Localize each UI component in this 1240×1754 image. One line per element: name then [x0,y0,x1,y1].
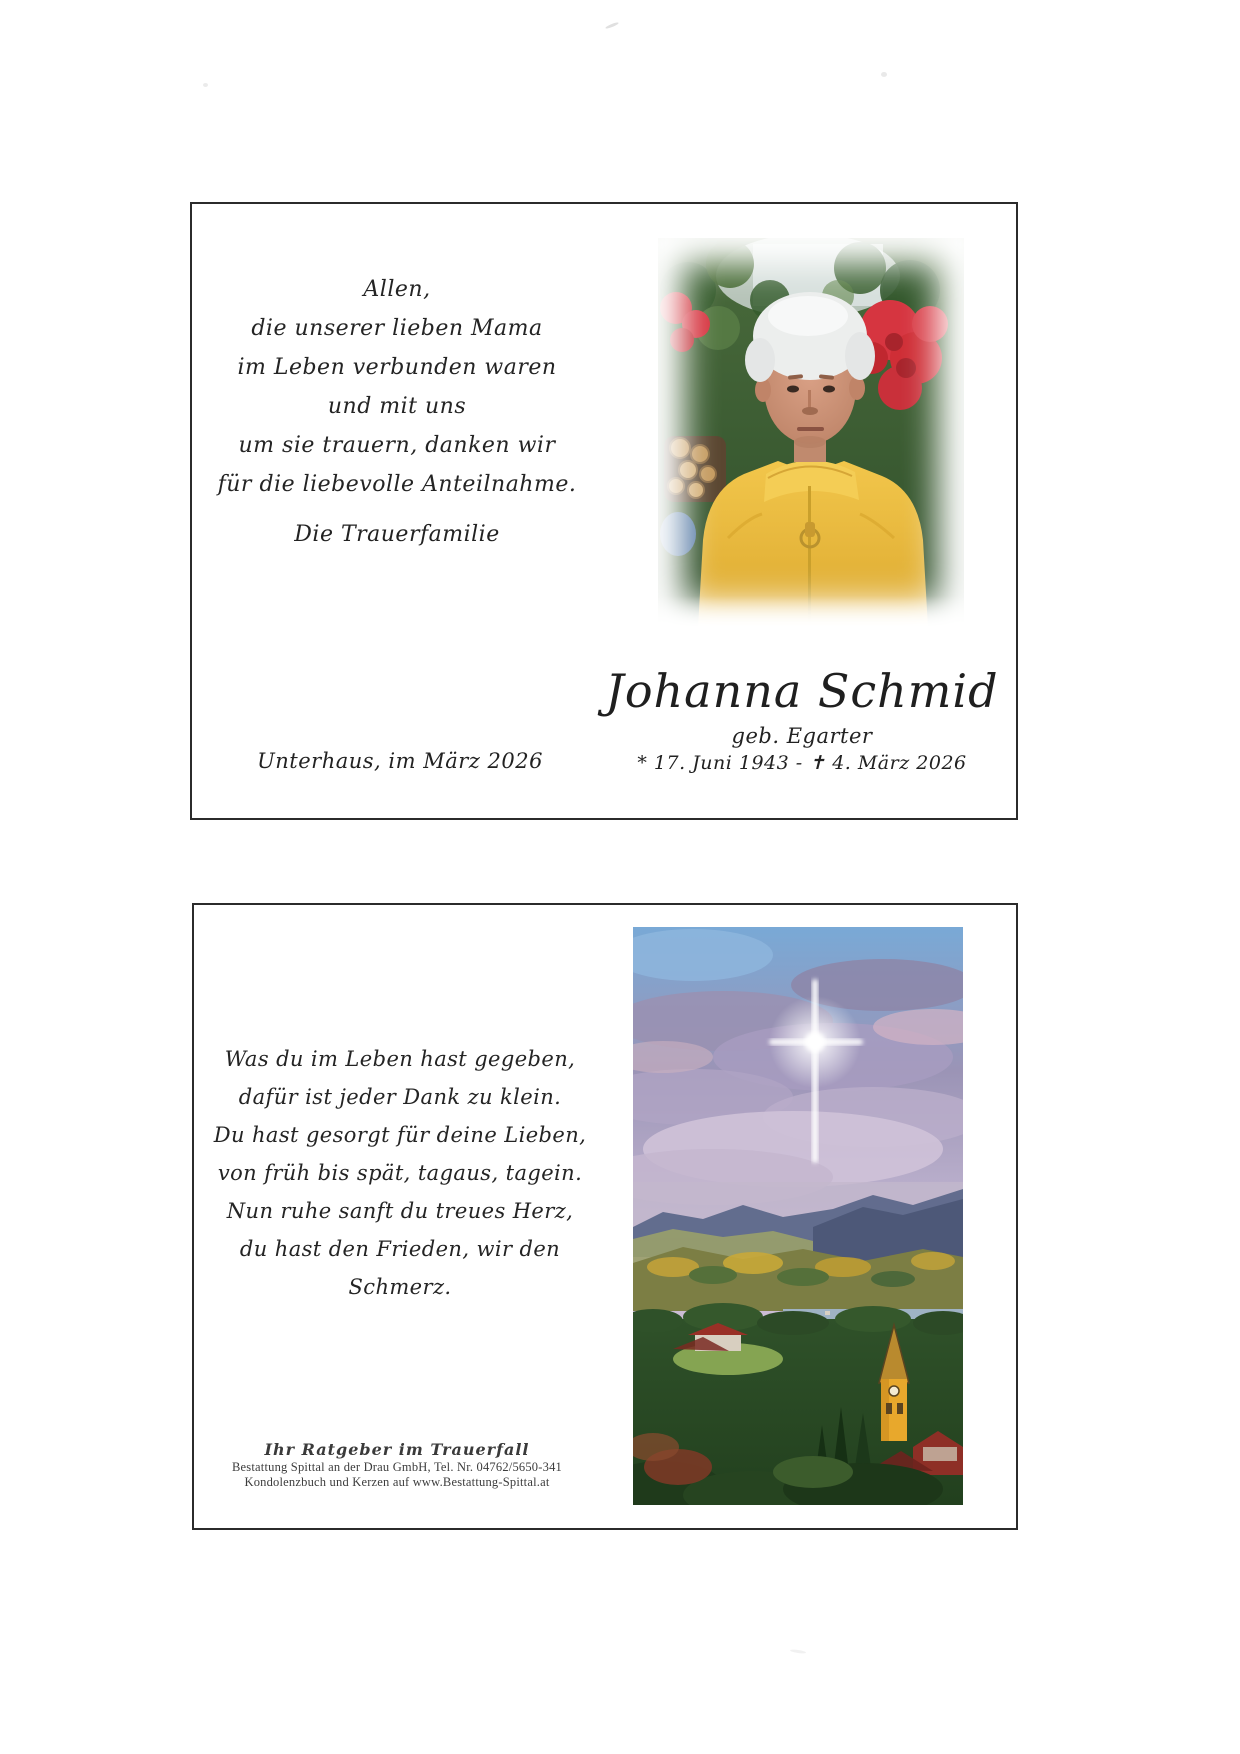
memorial-poem [194,1040,606,1306]
life-dates: * 17. Juni 1943 - ✝ 4. März 2026 [637,752,967,774]
condolence-line: und mit uns [327,394,467,419]
landscape-photo [633,927,963,1505]
scan-artifact [881,72,887,77]
condolence-line: die unserer lieben Mama [251,316,543,341]
deceased-block [602,662,1002,775]
place-date: Unterhaus, im März 2026 [257,749,543,773]
portrait-photo [658,238,964,628]
family-signature: Die Trauerfamilie [294,522,500,547]
funeral-home-tagline: Ihr Ratgeber im Trauerfall [264,1440,530,1459]
scan-artifact [605,21,619,29]
funeral-home-web: Kondolenzbuch und Kerzen auf www.Bestattung-Spittal.at [244,1475,550,1489]
poem-line: dafür ist jeder Dank zu klein. [238,1085,562,1109]
poem-line: Nun ruhe sanft du treues Herz, [226,1199,574,1223]
funeral-home-company: Bestattung Spittal an der Drau GmbH, Tel. Nr. 04762/5650-341 [232,1460,562,1474]
condolence-line: im Leben verbunden waren [237,355,557,380]
firewood-pile [664,436,726,502]
portrait-photo-graphic [658,238,964,628]
scan-artifact [203,83,208,87]
deceased-name: Johanna Schmid [605,664,999,718]
poem-line: Du hast gesorgt für deine Lieben, [213,1123,587,1147]
condolence-text [192,270,602,504]
memorial-card-back [192,903,1018,1530]
memorial-card-front [190,202,1018,820]
scan-artifact [790,1649,806,1654]
maiden-name: geb. Egarter [731,724,873,748]
condolence-line: um sie trauern, danken wir [238,433,556,458]
poem-line: du hast den Frieden, wir den Schmerz. [239,1237,561,1299]
condolence-line: für die liebevolle Anteilnahme. [217,472,577,497]
poem-line: Was du im Leben hast gegeben, [224,1047,576,1071]
funeral-home-block [194,1440,600,1490]
landscape-photo-graphic [633,927,963,1505]
poem-line: von früh bis spät, tagaus, tagein. [217,1161,583,1185]
condolence-line: Allen, [363,277,431,302]
